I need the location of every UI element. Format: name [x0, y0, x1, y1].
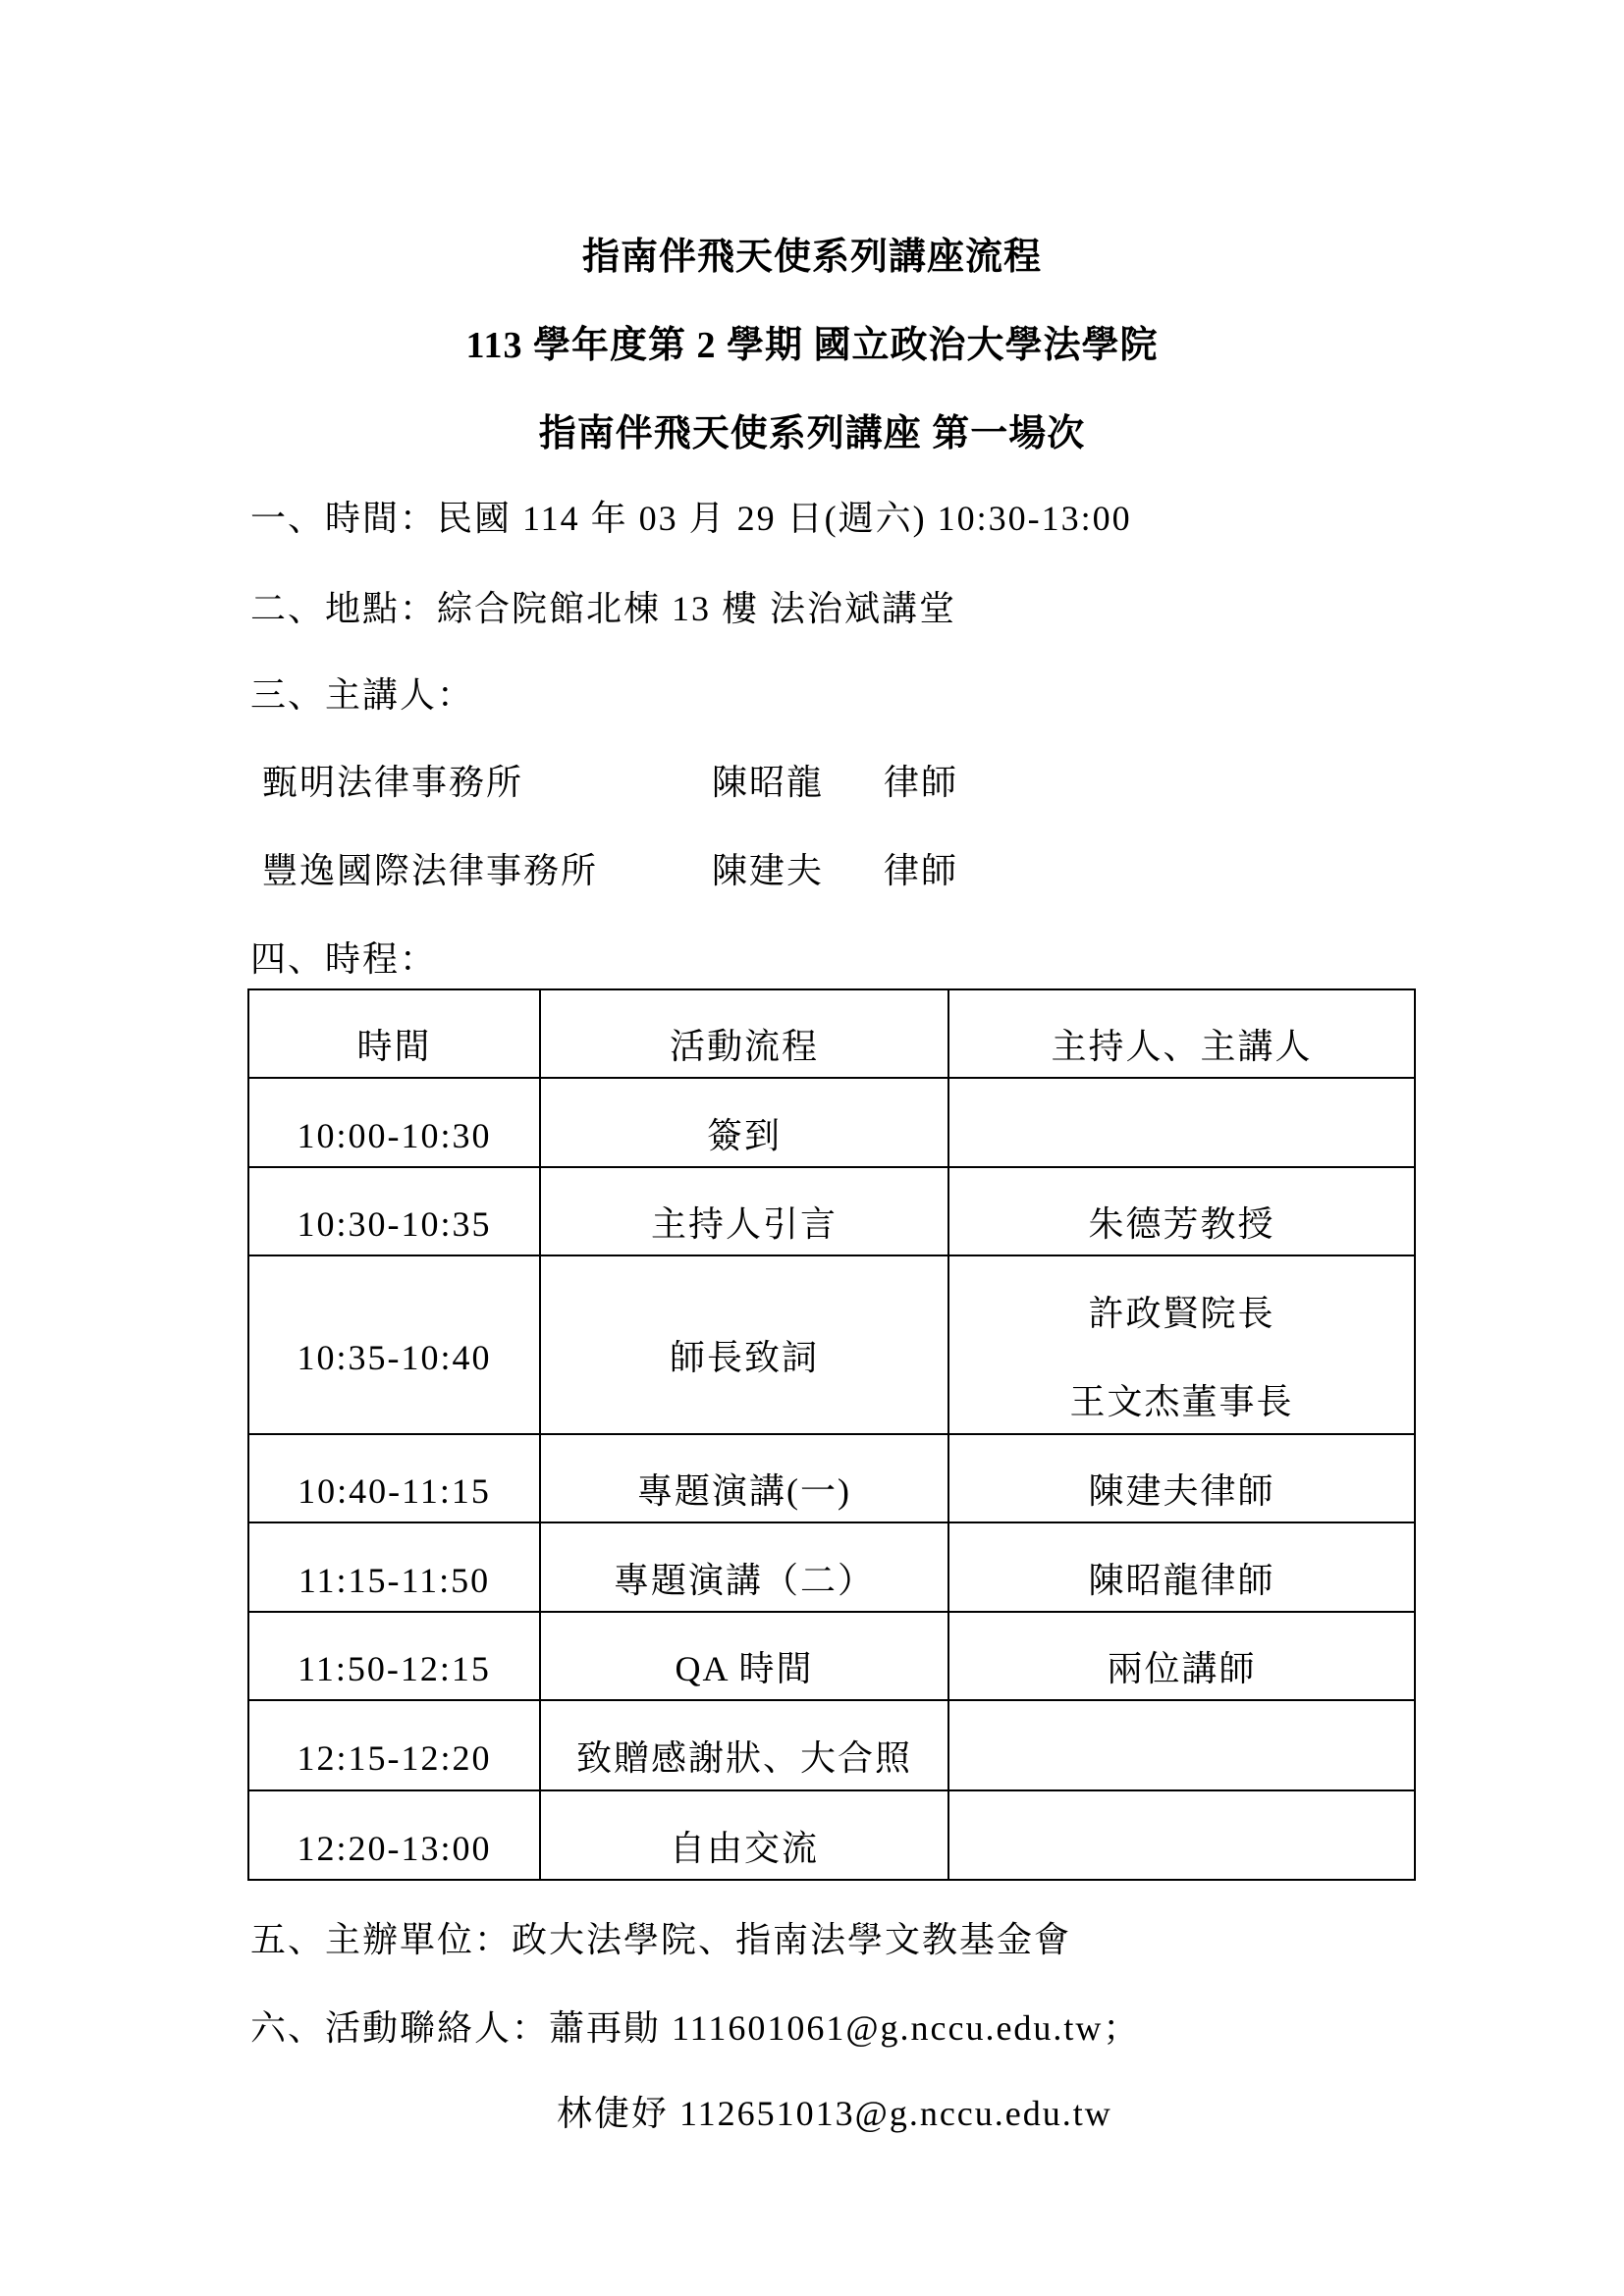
activity-text: 師長致詞: [669, 1338, 819, 1377]
time-text: 12:15-12:20: [297, 1738, 492, 1778]
table-header-row: [248, 989, 1415, 1078]
speaker-entry: [0, 846, 1624, 895]
cell-time: [248, 1255, 540, 1434]
table-row: [248, 1167, 1415, 1255]
activity-text: 專題演講(一): [637, 1471, 851, 1511]
cell-time: [248, 1522, 540, 1612]
event-venue: 二、地點：綜合院館北棟 13 樓 法治斌講堂: [250, 589, 957, 628]
speaker-firm: 甄明法律事務所: [262, 763, 524, 802]
activity-text: QA 時間: [675, 1649, 814, 1688]
schedule-table: [247, 988, 1416, 1881]
cell-time: [248, 1790, 540, 1880]
cell-time: [248, 1167, 540, 1255]
table-row: [248, 1790, 1415, 1880]
time-text: 10:30-10:35: [297, 1204, 492, 1244]
cell-activity: [540, 1078, 948, 1167]
cell-activity: [540, 1612, 948, 1700]
speaker-title: 律師: [884, 763, 959, 802]
cell-activity: [540, 1167, 948, 1255]
activity-text: 專題演講（二）: [613, 1560, 875, 1600]
host-text: 朱德芳教授: [1088, 1204, 1275, 1244]
header-label: 主持人、主講人: [1051, 1027, 1313, 1066]
table-row: [248, 1522, 1415, 1612]
organizer: 五、主辦單位：政大法學院、指南法學文教基金會: [250, 1920, 1072, 1959]
header-cell-time: [248, 989, 540, 1078]
table-row: [248, 1434, 1415, 1522]
time-text: 10:40-11:15: [298, 1471, 491, 1511]
header-cell-activity: [540, 989, 948, 1078]
header-cell-host: [948, 989, 1415, 1078]
time-text: 10:00-10:30: [297, 1115, 492, 1155]
cell-activity: [540, 1434, 948, 1522]
speaker-entry: [0, 758, 1624, 807]
host-text: 陳昭龍律師: [1088, 1560, 1275, 1600]
semester-title: 113 學年度第 2 學期 國立政治大學法學院: [465, 325, 1159, 366]
activity-text: 自由交流: [669, 1828, 819, 1868]
contact-person: 六、活動聯絡人：蕭再勛 111601061@g.nccu.edu.tw；: [250, 2008, 1141, 2048]
header-label: 活動流程: [669, 1027, 819, 1066]
speakers-heading: 三、主講人：: [250, 675, 475, 715]
host-text: 兩位講師: [1107, 1649, 1257, 1688]
event-time: 一、時間：民國 114 年 03 月 29 日(週六) 10:30-13:00: [250, 499, 1132, 538]
session-title: 指南伴飛天使系列講座 第一場次: [538, 413, 1086, 454]
cell-host: [948, 1522, 1415, 1612]
cell-activity: [540, 1790, 948, 1880]
speaker-firm: 豐逸國際法律事務所: [262, 851, 599, 890]
speaker-title: 律師: [884, 851, 959, 890]
header-label: 時間: [356, 1027, 432, 1066]
host-text: 許政賢院長: [1088, 1294, 1275, 1333]
cell-host: [948, 1612, 1415, 1700]
activity-text: 簽到: [706, 1115, 782, 1155]
cell-activity: [540, 1255, 948, 1434]
host-text: 陳建夫律師: [1088, 1471, 1275, 1511]
time-text: 10:35-10:40: [297, 1338, 492, 1377]
cell-activity: [540, 1522, 948, 1612]
cell-time: [248, 1612, 540, 1700]
cell-time: [248, 1434, 540, 1522]
speaker-name: 陳建夫: [712, 851, 825, 890]
schedule-heading: 四、時程：: [250, 939, 438, 979]
cell-host: [948, 1255, 1415, 1434]
table-row: [248, 1700, 1415, 1790]
table-row: [248, 1078, 1415, 1167]
activity-text: 主持人引言: [650, 1204, 838, 1244]
host-text: 王文杰董事長: [1069, 1382, 1294, 1421]
activity-text: 致贈感謝狀、大合照: [575, 1738, 912, 1778]
table-row: [248, 1612, 1415, 1700]
host-list: [949, 1269, 1414, 1446]
time-text: 11:15-11:50: [298, 1560, 491, 1600]
cell-host: [948, 1434, 1415, 1522]
cell-time: [248, 1078, 540, 1167]
contact-person-2: 林倢妤 112651013@g.nccu.edu.tw: [557, 2094, 1112, 2133]
time-text: 11:50-12:15: [298, 1649, 491, 1688]
program-title: 指南伴飛天使系列講座流程: [581, 237, 1042, 278]
cell-activity: [540, 1700, 948, 1790]
cell-host: [948, 1790, 1415, 1880]
cell-time: [248, 1700, 540, 1790]
time-text: 12:20-13:00: [297, 1828, 492, 1868]
table-row: [248, 1255, 1415, 1434]
cell-host: [948, 1078, 1415, 1167]
cell-host: [948, 1700, 1415, 1790]
speaker-name: 陳昭龍: [712, 763, 825, 802]
cell-host: [948, 1167, 1415, 1255]
